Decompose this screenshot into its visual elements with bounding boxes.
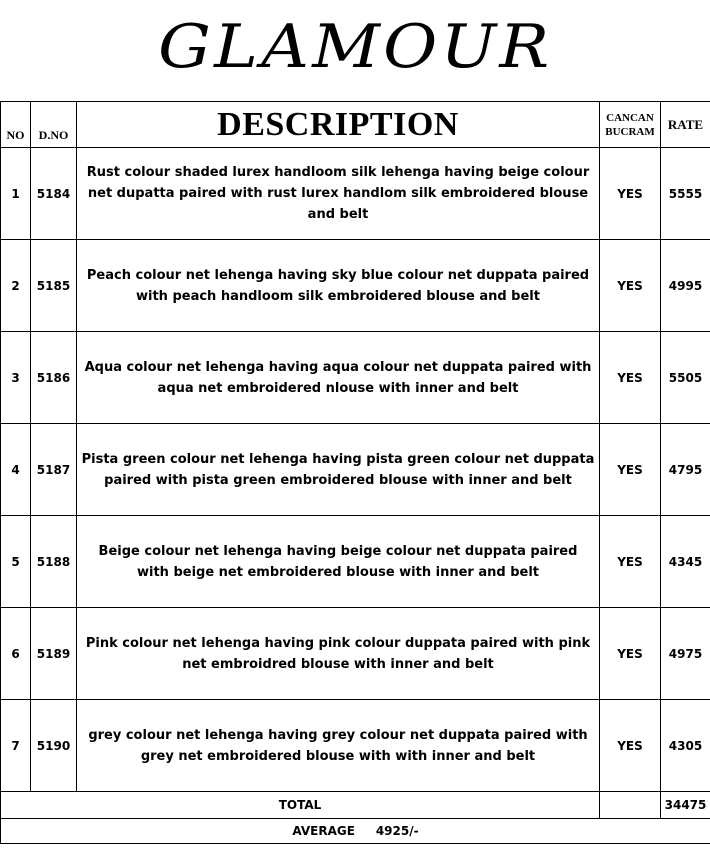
row-description: Aqua colour net lehenga having aqua colour net duppata paired with aqua net embroidered nlouse with inner and belt: [77, 332, 600, 424]
cancan-value: YES: [600, 332, 661, 424]
cancan-value: YES: [600, 516, 661, 608]
design-number: 5187: [31, 424, 77, 516]
rate-value: 4795: [661, 424, 710, 516]
average-row: [1, 819, 710, 844]
header-cancan: [600, 102, 661, 148]
header-description: DESCRIPTION: [77, 102, 600, 148]
header-row: [1, 102, 710, 148]
header-cancan-line1: CANCAN: [606, 111, 654, 124]
design-number: 5185: [31, 240, 77, 332]
row-number: 3: [1, 332, 31, 424]
cancan-value: YES: [600, 700, 661, 792]
cancan-value: YES: [600, 148, 661, 240]
row-number: 1: [1, 148, 31, 240]
row-description: Rust colour shaded lurex handloom silk lehenga having beige colour net dupatta paired with rust lurex handlom silk embroidered blouse and belt: [77, 148, 600, 240]
total-empty-cell: [600, 792, 661, 819]
rate-value: 5555: [661, 148, 710, 240]
rate-value: 5505: [661, 332, 710, 424]
header-rate: RATE: [661, 102, 710, 148]
row-number: 6: [1, 608, 31, 700]
header-no: NO: [1, 102, 31, 148]
design-number: 5188: [31, 516, 77, 608]
cancan-value: YES: [600, 240, 661, 332]
row-number: 4: [1, 424, 31, 516]
row-description: Peach colour net lehenga having sky blue colour net duppata paired with peach handloom silk embroidered blouse and belt: [77, 240, 600, 332]
total-label: TOTAL: [1, 792, 600, 819]
design-number: 5189: [31, 608, 77, 700]
rate-value: 4995: [661, 240, 710, 332]
average-value: 4925/-: [375, 824, 419, 838]
design-number: 5184: [31, 148, 77, 240]
table-row: [1, 608, 710, 700]
row-description: Pink colour net lehenga having pink colour duppata paired with pink net embroidred blouse with inner and belt: [77, 608, 600, 700]
table-row: [1, 240, 710, 332]
row-description: Beige colour net lehenga having beige colour net duppata paired with beige net embroidered blouse with inner and belt: [77, 516, 600, 608]
table-row: [1, 332, 710, 424]
total-row: [1, 792, 710, 819]
average-cell: [1, 819, 710, 844]
row-number: 7: [1, 700, 31, 792]
row-description: Pista green colour net lehenga having pista green colour net duppata paired with pista green embroidered blouse with inner and belt: [77, 424, 600, 516]
cancan-value: YES: [600, 608, 661, 700]
cancan-value: YES: [600, 424, 661, 516]
design-number: 5190: [31, 700, 77, 792]
total-value: 34475: [661, 792, 710, 819]
rate-value: 4975: [661, 608, 710, 700]
table-row: [1, 424, 710, 516]
table-row: [1, 700, 710, 792]
row-number: 2: [1, 240, 31, 332]
row-number: 5: [1, 516, 31, 608]
table-row: [1, 148, 710, 240]
average-label: AVERAGE: [292, 824, 355, 838]
rate-value: 4305: [661, 700, 710, 792]
brand-header: [0, 0, 710, 94]
rate-value: 4345: [661, 516, 710, 608]
brand-title: GLAMOUR: [157, 12, 553, 82]
header-design-no: D.NO: [31, 102, 77, 148]
table-row: [1, 516, 710, 608]
row-description: grey colour net lehenga having grey colour net duppata paired with grey net embroidered blouse with with inner and belt: [77, 700, 600, 792]
design-number: 5186: [31, 332, 77, 424]
catalog-table: [0, 101, 710, 844]
header-cancan-line2: BUCRAM: [605, 125, 655, 138]
